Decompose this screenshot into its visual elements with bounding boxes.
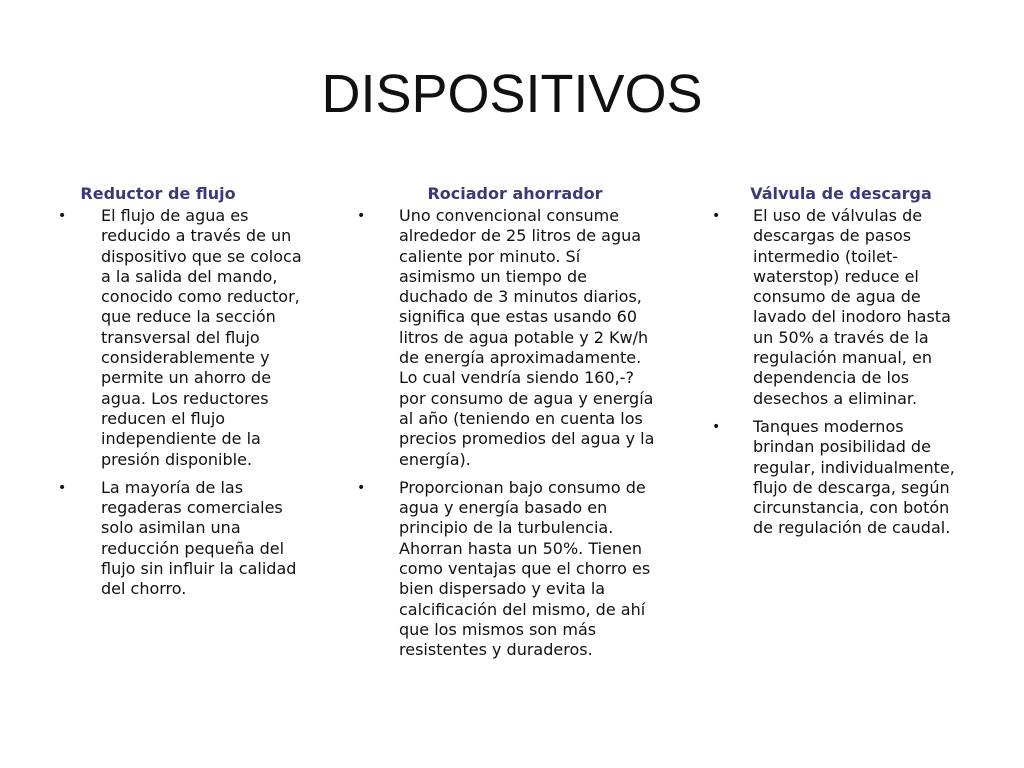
bullet-list — [56, 206, 306, 600]
bullet-text: El flujo de agua es reducido a través de un dispositivo que se coloca a la salida del mando, conocido como reductor, que reduce la sección transversal del flujo considerablemente y permite un ahorro de agua. Los reductores reducen el flujo independiente de la presión disponible. — [101, 206, 302, 469]
column-reductor-de-flujo — [56, 182, 306, 608]
bullet-item — [355, 206, 655, 470]
bullet-icon: • — [58, 208, 67, 224]
bullet-icon: • — [357, 479, 366, 496]
bullet-list — [710, 206, 970, 539]
bullet-text: Uno convencional consume alrededor de 25 litros de agua caliente por minuto. Sí asimismo un tiempo de duchado de 3 minutos diarios, significa que estas usando 60 litros de agua potable y 2 Kw/h de energía aproximadamente. Lo cual vendría siendo 160,-? por consumo de agua y energía al año (teniendo en cuenta los precios promedios del agua y la energía). — [399, 206, 655, 469]
column-heading: Reductor de flujo — [80, 184, 236, 203]
bullet-text: La mayoría de las regaderas comerciales solo asimilan una reducción pequeña del flujo sin influir la calidad del chorro. — [101, 477, 297, 599]
bullet-item — [710, 417, 970, 539]
column-heading: Válvula de descarga — [750, 184, 932, 203]
bullet-icon: • — [357, 208, 366, 224]
bullet-item — [56, 478, 306, 600]
bullet-icon: • — [712, 418, 721, 435]
bullet-item — [355, 478, 655, 661]
bullet-icon: • — [58, 479, 67, 496]
bullet-text: Tanques modernos brindan posibilidad de regular, individualmente, flujo de descarga, según circunstancia, con botón de regulación de caudal. — [753, 416, 955, 538]
bullet-item — [56, 206, 306, 470]
bullet-icon: • — [712, 208, 721, 224]
column-rociador-ahorrador — [355, 182, 655, 669]
slide-title: DISPOSITIVOS — [321, 64, 703, 124]
column-valvula-de-descarga — [710, 182, 970, 547]
bullet-item — [710, 206, 970, 409]
bullet-text: Proporcionan bajo consumo de agua y energía basado en principio de la turbulencia. Ahorran hasta un 50%. Tienen como ventajas que el chorro es bien dispersado y evita la calcificación del mismo, de ahí que los mismos son más resistentes y duraderos. — [399, 477, 651, 660]
column-heading: Rociador ahorrador — [427, 184, 603, 203]
bullet-list — [355, 206, 655, 661]
bullet-text: El uso de válvulas de descargas de pasos intermedio (toilet-waterstop) reduce el consumo de agua de lavado del inodoro hasta un 50% a través de la regulación manual, en dependencia de los desechos a eliminar. — [753, 206, 951, 408]
